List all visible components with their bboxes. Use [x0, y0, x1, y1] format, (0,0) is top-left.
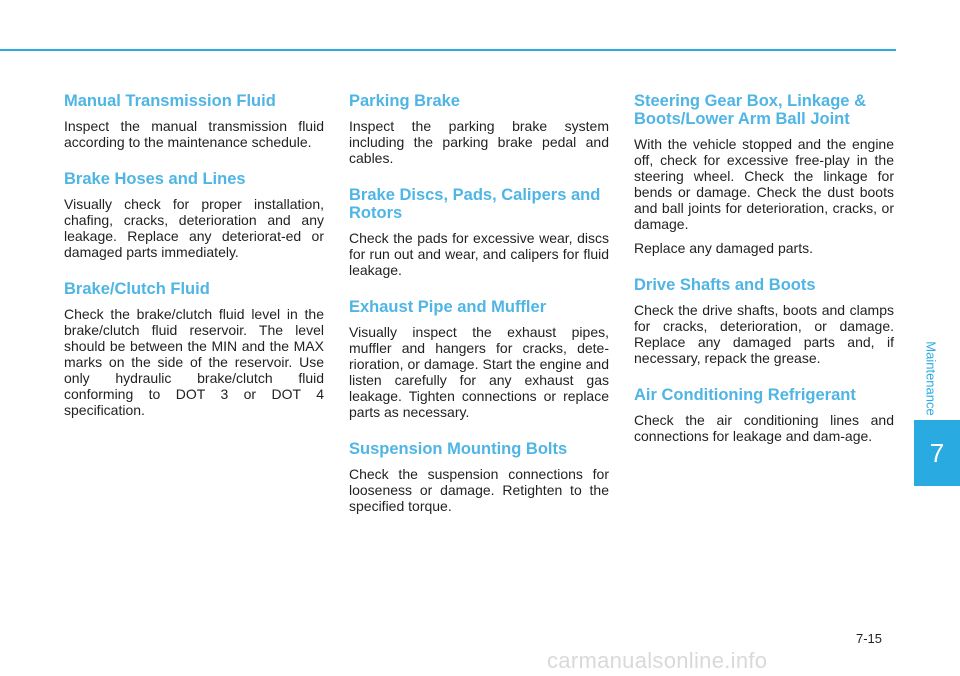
header-rule [0, 49, 896, 51]
section-drive-shafts-and-boots [634, 276, 894, 366]
section-brake-hoses-and-lines [64, 170, 324, 260]
section-paragraph: Visually inspect the exhaust pipes, muffler and hangers for cracks, dete-rioration, or damage. Start the engine and listen carefully for any exhaust gas leakage. Tighten connections or replace parts as necessary. [349, 324, 609, 420]
section-heading: Brake Discs, Pads, Calipers and Rotors [349, 186, 601, 222]
section-heading: Brake Hoses and Lines [64, 170, 246, 188]
section-paragraph: Inspect the parking brake system including the parking brake pedal and cables. [349, 118, 609, 166]
section-parking-brake [349, 92, 609, 166]
section-paragraph: Check the brake/clutch fluid level in the brake/clutch fluid reservoir. The level should be between the MIN and the MAX marks on the side of the reservoir. Use only hydraulic brake/clutch fluid conforming to DOT 3 or DOT 4 specification. [64, 306, 324, 418]
section-paragraph: Visually check for proper installation, chafing, cracks, deterioration and any leakage. Replace any deteriorat-ed or damaged parts immediately. [64, 196, 324, 260]
section-paragraph: Inspect the manual transmission fluid according to the maintenance schedule. [64, 118, 324, 150]
section-heading: Manual Transmission Fluid [64, 92, 276, 110]
section-heading: Drive Shafts and Boots [634, 276, 816, 294]
section-paragraph: Check the drive shafts, boots and clamps for cracks, deterioration, or damage. Replace any damaged parts and, if necessary, repack the grease. [634, 302, 894, 366]
section-heading: Parking Brake [349, 92, 460, 110]
section-paragraph: Check the suspension connections for looseness or damage. Retighten to the specified torque. [349, 466, 609, 514]
section-air-conditioning-refrigerant [634, 386, 894, 444]
section-paragraph: Check the pads for excessive wear, discs for run out and wear, and calipers for fluid leakage. [349, 230, 609, 278]
chapter-number-tab: 7 [914, 420, 960, 486]
section-brake-clutch-fluid [64, 280, 324, 418]
section-heading: Steering Gear Box, Linkage & Boots/Lower Arm Ball Joint [634, 92, 866, 128]
watermark: carmanualsonline.info [547, 648, 768, 673]
section-paragraph: Check the air conditioning lines and connections for leakage and dam-age. [634, 412, 894, 444]
section-paragraph: Replace any damaged parts. [634, 240, 813, 256]
section-brake-discs-pads-calipers [349, 186, 609, 278]
section-paragraph: With the vehicle stopped and the engine off, check for excessive free-play in the steering wheel. Check the linkage for bends or damage. Check the dust boots and ball joints for deterioration, cracks, or damage. [634, 136, 894, 232]
column-1 [64, 92, 324, 438]
chapter-side-label-text: Maintenance [923, 340, 939, 416]
section-manual-transmission-fluid [64, 92, 324, 150]
section-heading: Air Conditioning Refrigerant [634, 386, 856, 404]
section-steering-gear-box [634, 92, 894, 256]
column-2 [349, 92, 609, 534]
section-exhaust-pipe-and-muffler [349, 298, 609, 420]
section-heading: Exhaust Pipe and Muffler [349, 298, 547, 316]
section-heading: Brake/Clutch Fluid [64, 280, 210, 298]
chapter-side-label [922, 338, 940, 418]
section-suspension-mounting-bolts [349, 440, 609, 514]
section-heading: Suspension Mounting Bolts [349, 440, 568, 458]
column-3 [634, 92, 894, 464]
page-number: 7-15 [856, 631, 883, 646]
